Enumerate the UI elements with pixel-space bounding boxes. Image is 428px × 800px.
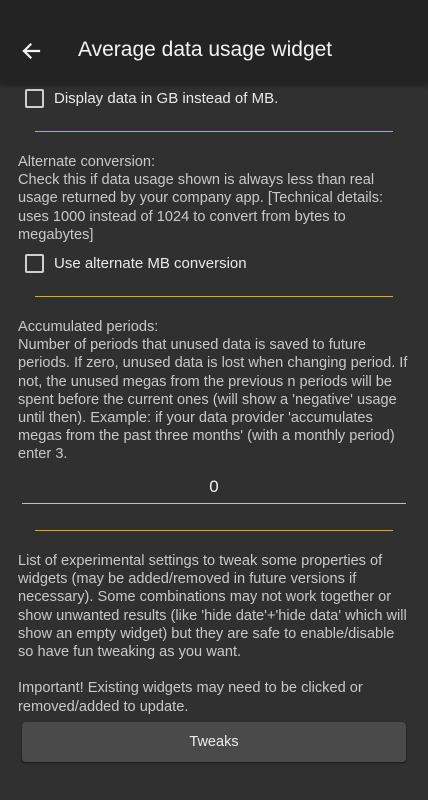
accumulated-periods-description: Accumulated periods: Number of periods that unused data is saved to future periods. If zero, unused data is lost when changing period. If not, the unused megas from the previous n periods will be spent before the current ones (will show a 'negative' usage until then). Example: if your data provider 'accumulates megas from the past three months' (with a monthly period) enter 3. [18,319,408,463]
alternate-conversion-checkbox[interactable] [25,254,44,273]
accumulated-periods-input[interactable] [22,471,406,504]
back-button[interactable] [14,34,48,68]
experimental-settings-description: List of experimental settings to tweak some properties of widgets (may be added/removed in future versions if necessary). Some combinations may not work together or show unwanted results (like 'hide date'+'hide data' which will show an empty widget) but they are safe to enable/disable so have fun tweaking as you want. Important! Existing widgets may need to be clicked or removed/added to update. [18,553,407,715]
page-title: Average data usage widget [78,38,333,61]
alternate-conversion-option[interactable] [25,254,247,273]
alternate-conversion-description: Alternate conversion: Check this if data usage shown is always less than real usage returned by your company app. [Technical details: uses 1000 instead of 1024 to convert from bytes to megabytes] [18,154,384,243]
gb-display-label: Display data in GB instead of MB. [54,90,279,107]
gb-display-checkbox[interactable] [25,89,44,108]
gb-display-option[interactable] [25,89,278,108]
section-divider [35,131,393,132]
app-bar [0,0,428,84]
tweaks-button[interactable]: Tweaks [22,722,406,762]
section-divider [35,530,393,531]
section-divider [35,296,393,297]
alternate-conversion-label: Use alternate MB conversion [54,255,247,272]
arrow-left-icon [21,41,41,61]
